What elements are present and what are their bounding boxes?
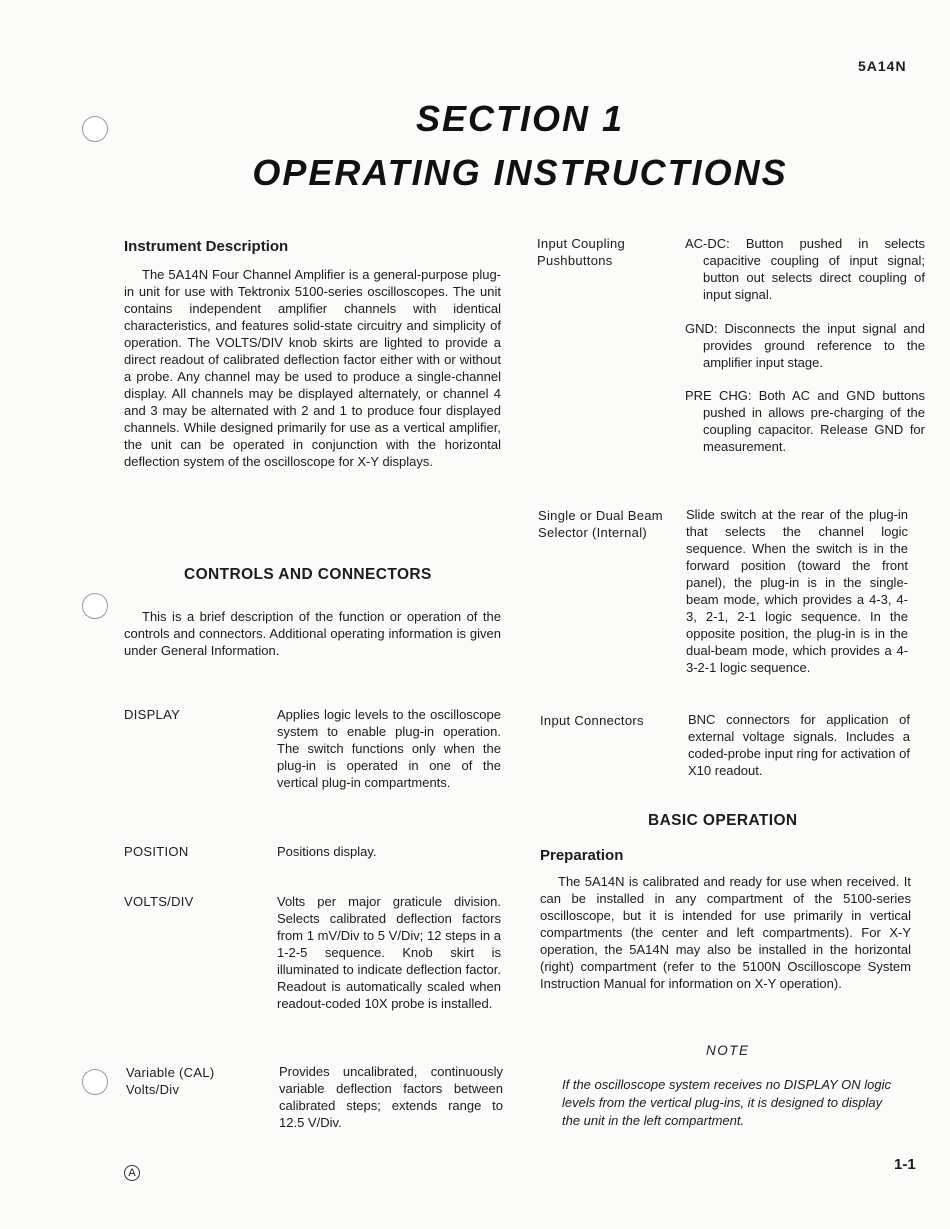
- control-desc-volts-div: Volts per major graticule division. Selects calibrated deflection factors from 1 mV/Div to 5 V/Div; 12 steps in a 1-2-5 sequence. Knob skirt is illuminated to indicate deflection factor. Readout is automatically scaled when readout-coded 10X probe is installed.: [277, 894, 501, 1011]
- preparation-heading: Preparation: [540, 847, 624, 864]
- binder-hole-icon: [82, 593, 108, 619]
- control-label-volts-div: VOLTS/DIV: [124, 894, 194, 909]
- beam-selector-desc: Slide switch at the rear of the plug-in that selects the channel logic sequence. When the switch is in the forward position (toward the front panel), the plug-in is in the single-beam mode, which provides a 4-3, 4-3, 2-1, 2-1 logic sequence. In the opposite position, the plug-in is in the dual-beam mode, which provides a 4-3-2-1 logic sequence.: [686, 507, 908, 675]
- control-desc-position: Positions display.: [277, 844, 377, 859]
- section-title: OPERATING INSTRUCTIONS: [252, 152, 788, 193]
- control-desc-variable: Provides uncalibrated, continuously variable deflection factors between calibrated steps; extends range to 12.5 V/Div.: [279, 1064, 503, 1130]
- input-coupling-acdc: AC-DC: Button pushed in selects capacitive coupling of input signal; button out selects direct coupling of input signal.: [685, 236, 925, 302]
- binder-hole-icon: [82, 1069, 108, 1095]
- control-label-variable: Variable (CAL) Volts/Div: [126, 1065, 215, 1097]
- controls-intro: This is a brief description of the function or operation of the controls and connectors. Additional operating information is given under General Information.: [124, 609, 501, 658]
- input-coupling-gnd: GND: Disconnects the input signal and provides ground reference to the amplifier input stage.: [685, 321, 925, 370]
- input-coupling-prechg: PRE CHG: Both AC and GND buttons pushed in allows pre-charging of the coupling capacitor. Release GND for measurement.: [685, 388, 925, 454]
- control-desc-display: Applies logic levels to the oscilloscope system to enable plug-in operation. The switch functions only when the plug-in is operated in one of the vertical plug-in compartments.: [277, 707, 501, 790]
- revision-mark-icon: A: [124, 1165, 140, 1181]
- basic-operation-heading: BASIC OPERATION: [648, 812, 798, 829]
- note-body: If the oscilloscope system receives no DISPLAY ON logic levels from the vertical plug-ins, it is designed to display the unit in the left compartment.: [562, 1077, 891, 1128]
- section-number: SECTION 1: [415, 98, 625, 139]
- instrument-description-heading: Instrument Description: [124, 238, 289, 255]
- note-heading: NOTE: [706, 1043, 750, 1058]
- instrument-description-body: The 5A14N Four Channel Amplifier is a general-purpose plug-in unit for use with Tektronix 5100-series oscilloscopes. The unit contains independent amplifier channels with identical characteristics, and features solid-state circuitry and simplicity of operation. The VOLTS/DIV knob skirts are lighted to provide a direct readout of calibrated deflection factor either with or without a probe. Any channel may be used to produce a single-channel display. All channels may be displayed alternately, or channel 4 and 3 may be alternated with 2 and 1 to produce four displayed channels. While designed primarily for use as a vertical amplifier, the unit can be operated in conjunction with the horizontal deflection system of the oscilloscope for X-Y displays.: [124, 267, 501, 469]
- input-connectors-desc: BNC connectors for application of external voltage signals. Includes a coded-probe input ring for activation of X10 readout.: [688, 712, 910, 778]
- controls-heading: CONTROLS AND CONNECTORS: [184, 566, 432, 583]
- preparation-body: The 5A14N is calibrated and ready for use when received. It can be installed in any compartment of the 5100-series oscilloscope, but it is intended for use primarily in vertical compartments (the center and left compartments). For X-Y operation, the 5A14N may also be installed in the horizontal (right) compartment (refer to the 5100N Oscilloscope System Instruction Manual for information on X-Y operation).: [540, 874, 911, 991]
- input-coupling-label: Input Coupling Pushbuttons: [537, 236, 626, 268]
- model-number: 5A14N: [858, 58, 907, 74]
- beam-selector-label: Single or Dual Beam Selector (Internal): [538, 508, 663, 540]
- control-label-position: POSITION: [124, 844, 189, 859]
- control-label-display: DISPLAY: [124, 707, 181, 722]
- input-connectors-label: Input Connectors: [540, 713, 644, 728]
- page-number: 1-1: [894, 1156, 916, 1173]
